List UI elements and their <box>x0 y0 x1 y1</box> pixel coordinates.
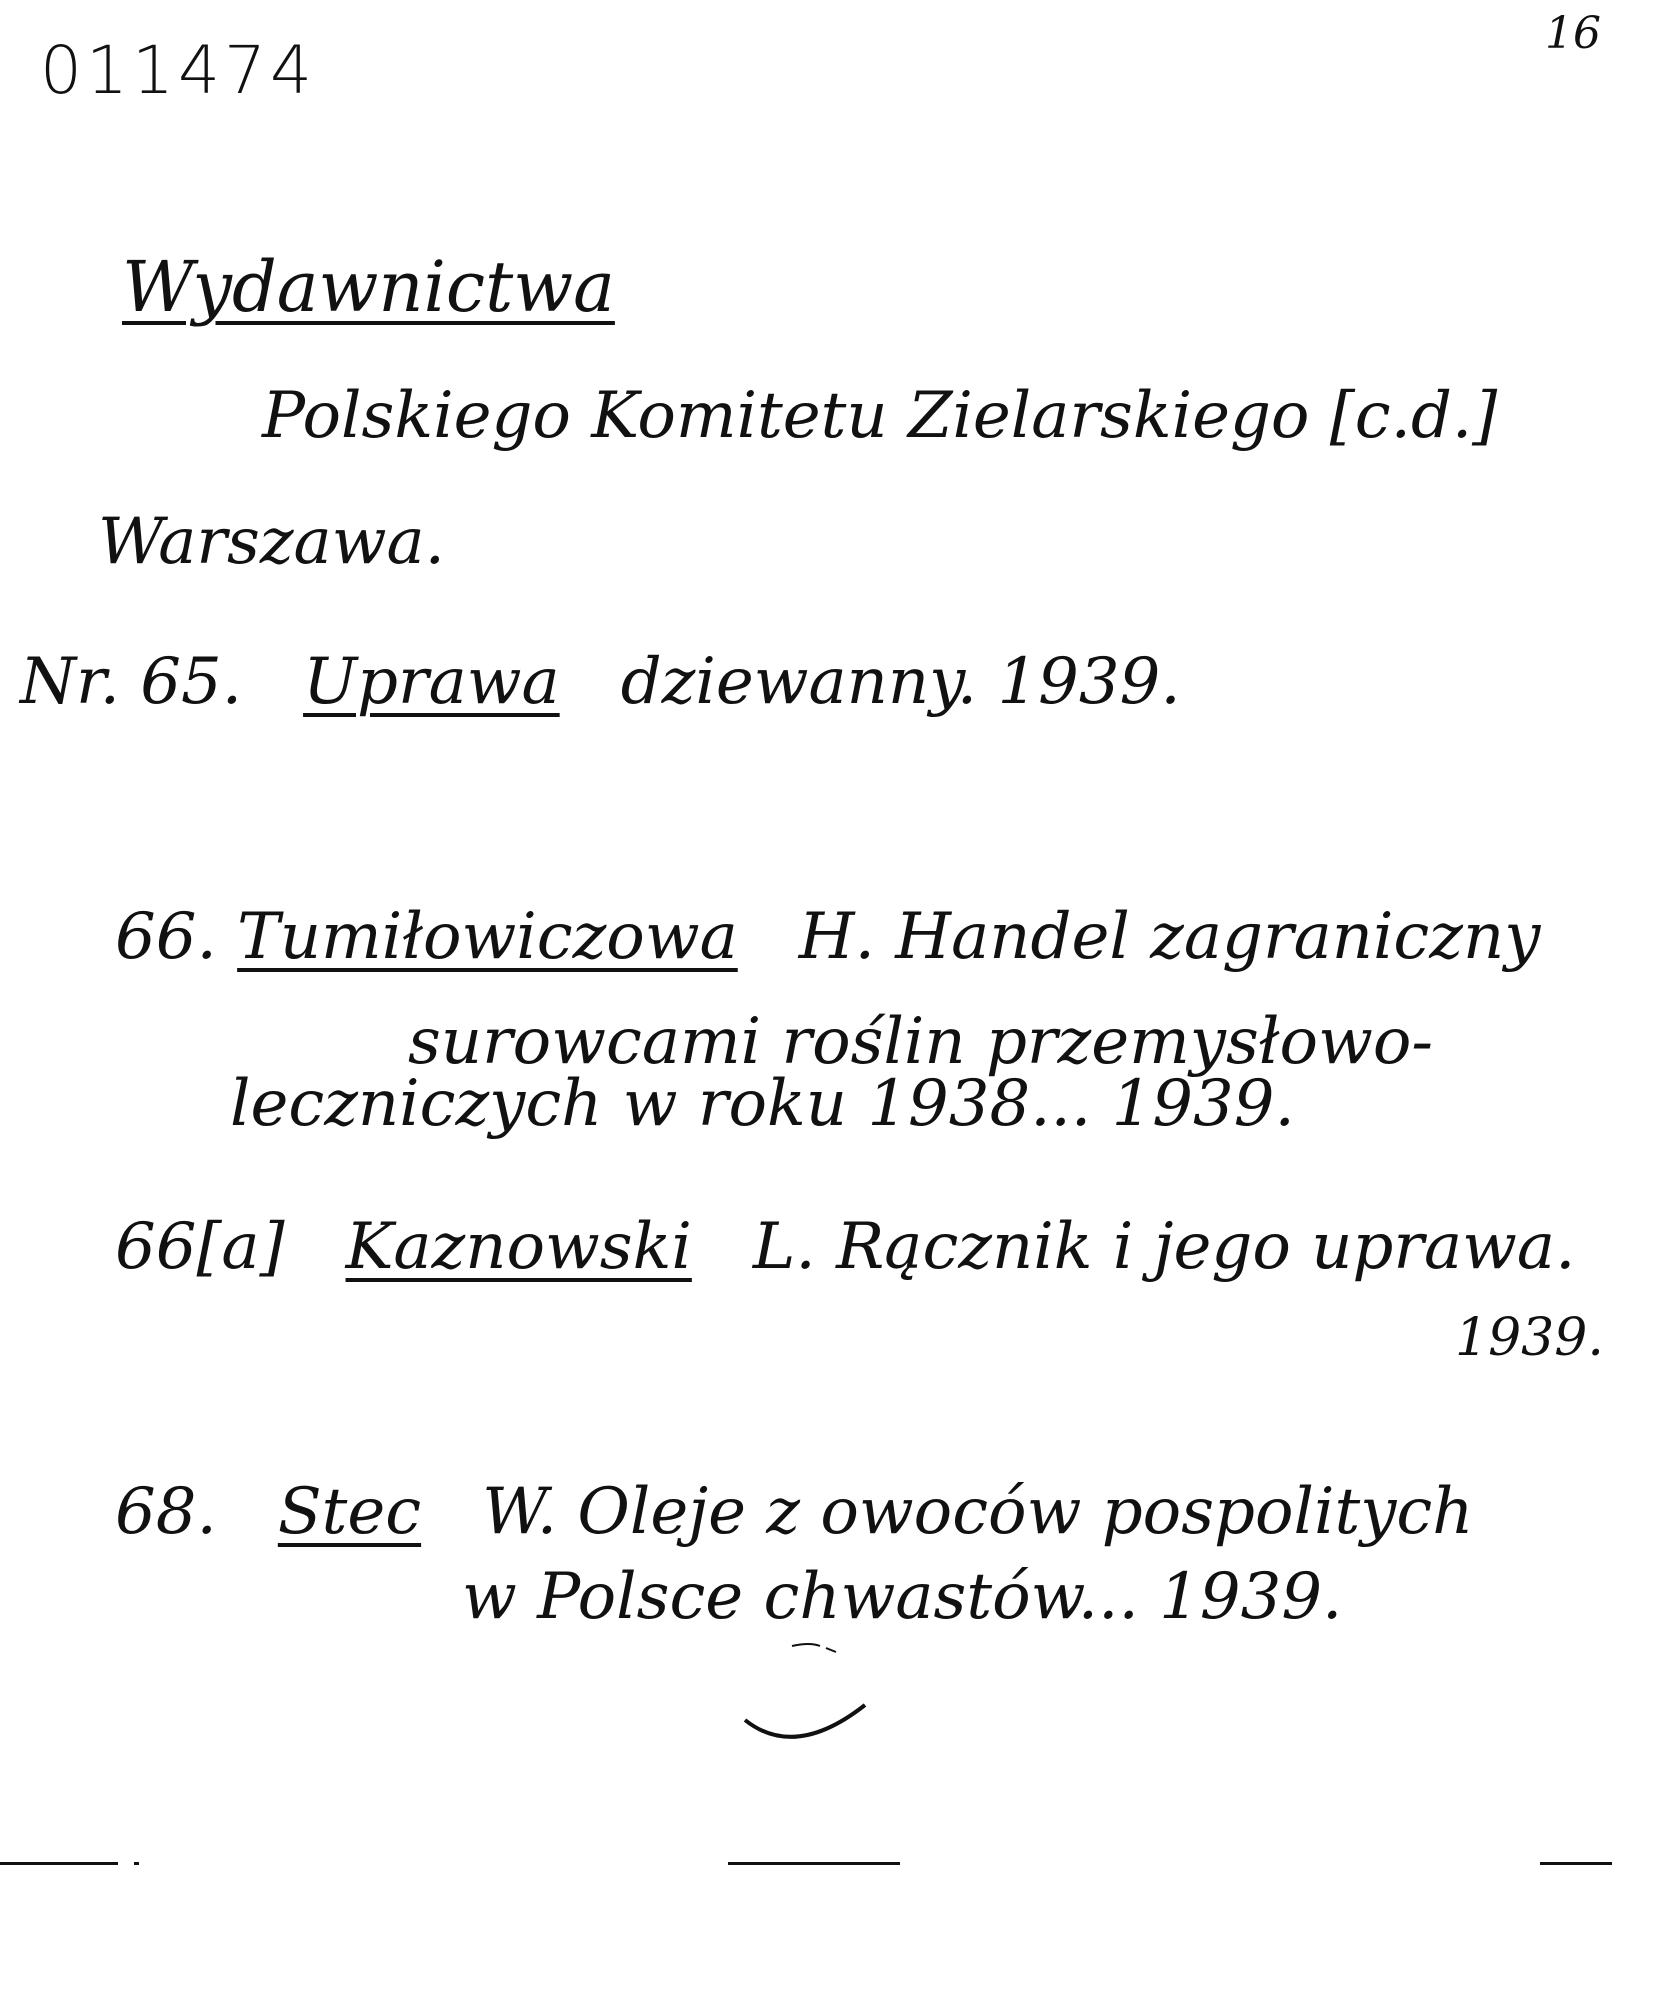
entry-66a-line-1 <box>115 1210 1576 1284</box>
bottom-rule-center <box>728 1862 900 1865</box>
bottom-rule-dot <box>134 1862 139 1865</box>
page-number: 16 <box>1545 8 1601 59</box>
entry-66-line-2: surowcami roślin przemysłowo- <box>408 1005 1433 1079</box>
heading-subtitle: Polskiego Komitetu Zielarskiego [c.d.] <box>262 379 1498 453</box>
entry-68-line-2: w Polsce chwastów... 1939. <box>462 1560 1343 1634</box>
entry-number: Nr. 65. <box>20 645 243 719</box>
small-dash-icon <box>790 1640 840 1654</box>
end-mark-icon <box>740 1700 870 1770</box>
entry-66-line-3: leczniczych w roku 1938... 1939. <box>230 1067 1295 1141</box>
bottom-rule-right <box>1540 1862 1612 1865</box>
entry-68-line-1 <box>115 1475 1474 1549</box>
entry-text: H. Handel zagraniczny <box>798 900 1541 974</box>
heading-title: Wydawnictwa <box>122 246 615 328</box>
heading-place: Warszawa. <box>98 505 445 579</box>
catalog-number: 011474 <box>40 32 316 109</box>
entry-number: 68. <box>115 1475 217 1549</box>
entry-text: W. Oleje z owoców pospolitych <box>482 1475 1474 1549</box>
entry-text: dziewanny. 1939. <box>620 645 1181 719</box>
entry-65 <box>20 645 1181 719</box>
entry-title-underlined: Uprawa <box>303 645 560 719</box>
entry-66a-line-2: 1939. <box>1455 1308 1604 1368</box>
entry-text: L. Rącznik i jego uprawa. <box>752 1210 1576 1284</box>
entry-author: Kaznowski <box>345 1210 692 1284</box>
entry-author: Stec <box>277 1475 422 1549</box>
entry-number: 66. <box>115 900 217 974</box>
entry-66-line-1 <box>115 900 1541 974</box>
bottom-rule-left <box>0 1862 118 1865</box>
entry-author: Tumiłowiczowa <box>237 900 738 974</box>
entry-number: 66[a] <box>115 1210 285 1284</box>
